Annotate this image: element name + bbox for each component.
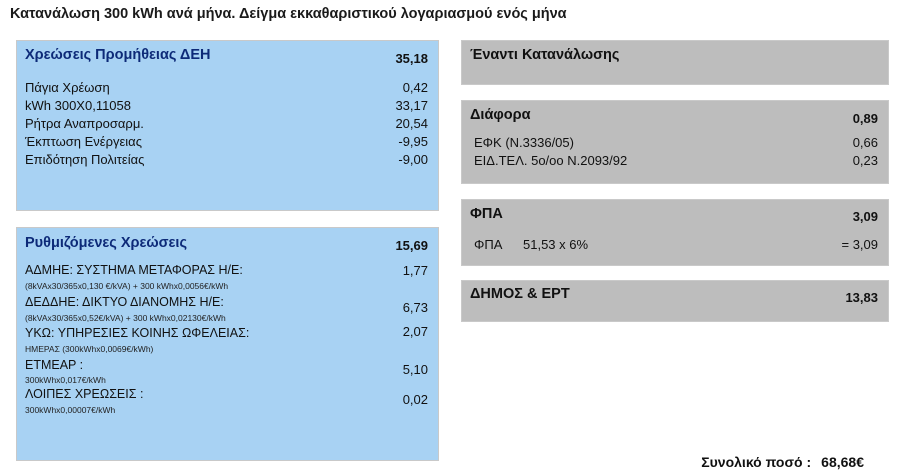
regulated-row-label: ΥΚΩ: ΥΠΗΡΕΣΙΕΣ ΚΟΙΝΗΣ ΩΦΕΛΕΙΑΣ: [25,326,250,340]
regulated-row-value: 6,73 [402,300,428,315]
regulated-charges-total: 15,69 [395,238,428,253]
municipal-total: 13,83 [845,290,878,305]
regulated-charges-title: Ρυθμιζόμενες Χρεώσεις [25,235,187,251]
regulated-charges-panel [16,227,439,461]
page-title: Κατανάλωση 300 kWh ανά μήνα. Δείγμα εκκαθαριστικού λογαριασμού ενός μήνα [10,6,567,22]
regulated-row-label: ΑΔΜΗΕ: ΣΥΣΤΗΜΑ ΜΕΤΑΦΟΡΑΣ Η/Ε: [25,263,243,277]
municipal-title: ΔΗΜΟΣ & ΕΡΤ [470,286,570,302]
regulated-row-label: ΔΕΔΔΗΕ: ΔΙΚΤΥΟ ΔΙΑΝΟΜΗΣ Η/Ε: [25,295,224,309]
regulated-row-label: ΕΤΜΕΑΡ : [25,358,84,372]
supply-row-label: kWh 300X0,11058 [25,98,131,113]
misc-panel [461,100,889,184]
regulated-row-value: 2,07 [402,324,428,339]
municipal-panel [461,280,889,322]
regulated-row-formula: (8kVAx30/365x0,52€/kVA) + 300 kWhx0,02130€/kWh [25,313,226,323]
regulated-row-value: 1,77 [402,263,428,278]
regulated-row-value: 0,02 [402,392,428,407]
supply-row-value: -9,95 [398,134,428,149]
regulated-row-formula: 300kWhx0,017€/kWh [25,375,106,385]
consumption-title: Έναντι Κατανάλωσης [470,47,620,63]
misc-row-label: ΕΦΚ (Ν.3336/05) [474,135,574,150]
vat-total: 3,09 [852,209,878,224]
regulated-row-formula: 300kWhx0,00007€/kWh [25,405,116,415]
regulated-row-value: 5,10 [402,362,428,377]
misc-total: 0,89 [852,111,878,126]
supply-row-label: Έκπτωση Ενέργειας [25,134,142,149]
supply-charges-panel [16,40,439,211]
supply-row-value: -9,00 [398,152,428,167]
supply-charges-total: 35,18 [395,51,428,66]
supply-charges-title: Χρεώσεις Προμήθειας ΔΕΗ [25,47,211,63]
supply-row-label: Πάγια Χρέωση [25,80,110,95]
supply-row-value: 0,42 [402,80,428,95]
vat-row-label: ΦΠΑ [474,237,503,252]
grand-total [701,454,864,470]
grand-total-label: Συνολικό ποσό : [701,454,812,470]
misc-row-value: 0,66 [852,135,878,150]
supply-row-label: Ρήτρα Αναπροσαρμ. [25,116,144,131]
regulated-row-label: ΛΟΙΠΕΣ ΧΡΕΩΣΕΙΣ : [25,387,144,401]
supply-row-label: Επιδότηση Πολιτείας [25,152,145,167]
consumption-panel [461,40,889,85]
vat-row-calc: 51,53 x 6% [523,237,589,252]
vat-row-value: = 3,09 [841,237,878,252]
grand-total-value: 68,68€ [821,454,864,470]
vat-panel [461,199,889,266]
regulated-row-formula: (8kVAx30/365x0,130 €/kVA) + 300 kWhx0,0056€/kWh [25,281,229,291]
misc-row-value: 0,23 [852,153,878,168]
regulated-row-formula: ΗΜΕΡΑΣ (300kWhx0,0069€/kWh) [25,344,154,354]
supply-row-value: 33,17 [395,98,428,113]
vat-title: ΦΠΑ [470,206,503,222]
supply-row-value: 20,54 [395,116,428,131]
misc-row-label: ΕΙΔ.ΤΕΛ. 5ο/οο Ν.2093/92 [474,153,628,168]
misc-title: Διάφορα [470,107,531,123]
